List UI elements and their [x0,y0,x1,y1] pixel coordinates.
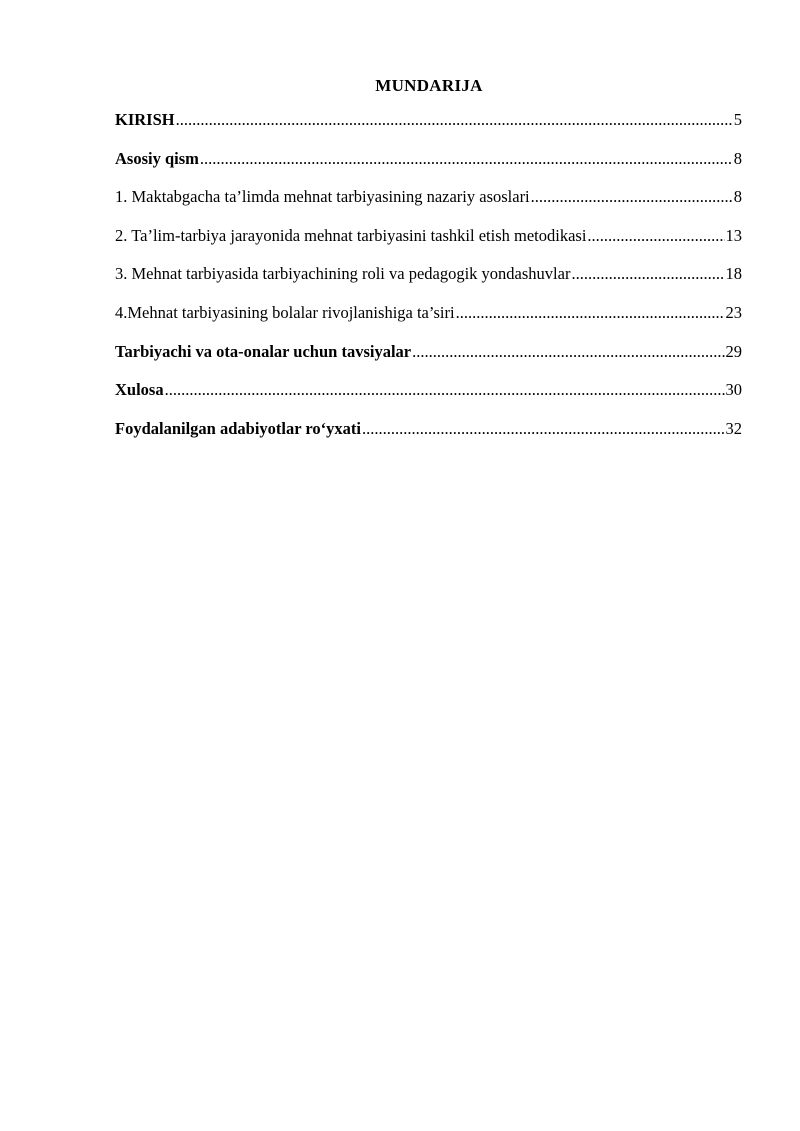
dot-leader [200,147,733,171]
toc-entry-xulosa[interactable] [115,378,742,417]
toc-entry-section-1[interactable] [115,185,742,224]
toc-entry-label: Xulosa [115,380,164,400]
dot-leader [531,185,733,209]
toc-page-number: 30 [725,380,742,400]
toc-entry-kirish[interactable] [115,108,742,147]
toc-entry-label: KIRISH [115,110,175,129]
toc-entry-label: 2. Ta’lim-tarbiya jarayonida mehnat tarbiyasini tashkil etish metodikasi [115,225,587,245]
dot-leader [456,301,725,325]
toc-entry-adabiyotlar[interactable] [115,417,742,456]
toc-entry-label: Asosiy qism [115,148,199,168]
toc-page-number: 29 [725,341,742,361]
toc-page-number: 8 [733,187,742,207]
toc-entry-label: Foydalanilgan adabiyotlar ro‘yxati [115,418,362,438]
dot-leader [412,340,724,364]
table-of-contents [115,108,742,455]
toc-entry-label: 4.Mehnat tarbiyasining bolalar rivojlanishiga ta’siri [115,302,455,322]
toc-entry-label: 1. Maktabgacha ta’limda mehnat tarbiyasining nazariy asoslari [115,187,530,207]
toc-entry-section-4[interactable] [115,301,742,340]
toc-entry-section-2[interactable] [115,224,742,263]
toc-entry-tavsiyalar[interactable] [115,340,742,379]
dot-leader [571,262,724,286]
dot-leader [165,378,725,402]
toc-page-number: 8 [733,148,742,168]
toc-entry-section-3[interactable] [115,262,742,301]
toc-entry-label: 3. Mehnat tarbiyasida tarbiyachining roli va pedagogik yondashuvlar [115,264,571,284]
toc-entry-asosiy-qism[interactable] [115,147,742,186]
toc-page-number: 5 [733,110,742,129]
toc-page-number: 23 [725,302,742,322]
toc-page-number: 32 [725,418,742,438]
toc-page-number: 18 [725,264,742,284]
toc-page-number: 13 [725,225,742,245]
dot-leader [176,108,733,132]
dot-leader [587,224,724,248]
toc-title: MUNDARIJA [375,76,483,95]
dot-leader [362,417,724,441]
toc-entry-label: Tarbiyachi va ota-onalar uchun tavsiyalar [115,341,412,361]
